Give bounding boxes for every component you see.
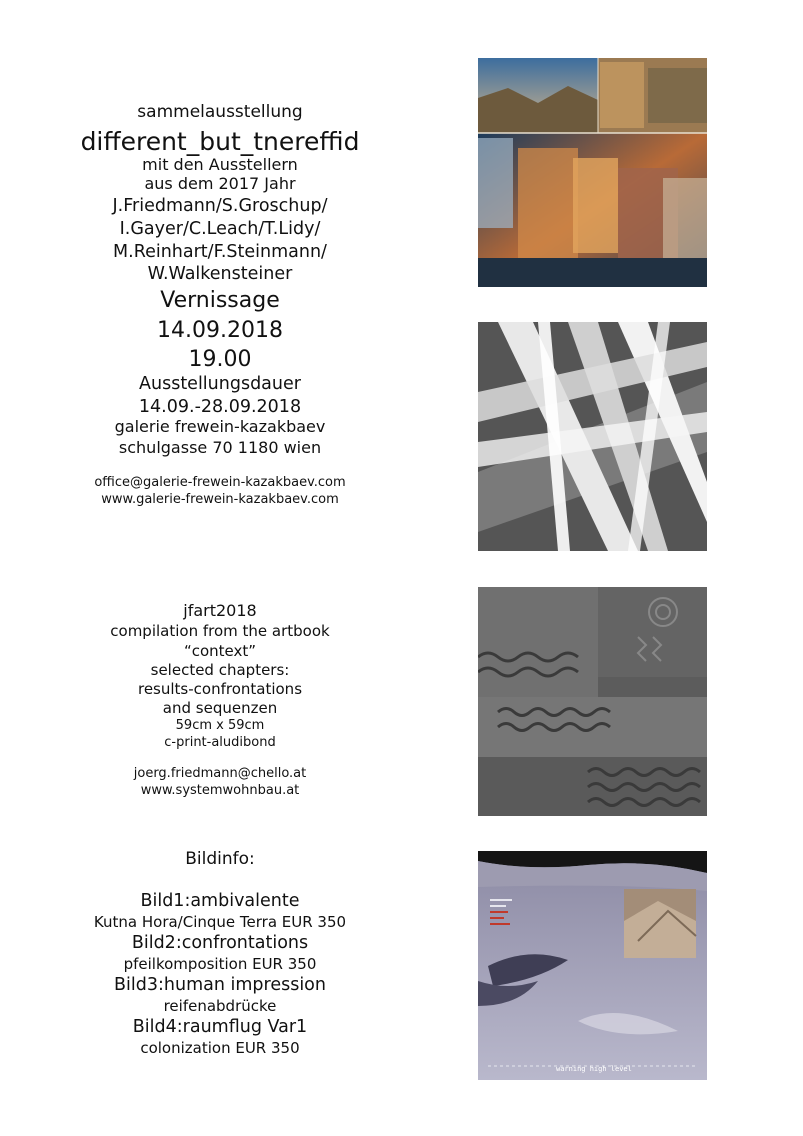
artbook-line-3: selected chapters:: [150, 661, 290, 679]
gallery-email-link[interactable]: office@galerie-frewein-kazakbaev.com: [94, 475, 346, 490]
artwork-size: 59cm x 59cm: [175, 718, 265, 733]
exhibition-type-label: sammelausstellung: [137, 102, 303, 122]
artist-email-link[interactable]: joerg.friedmann@chello.at: [133, 766, 307, 781]
artbook-line-5: and sequenzen: [162, 699, 278, 717]
bild4-detail: colonization EUR 350: [140, 1039, 300, 1057]
artbook-line-2: “context”: [183, 642, 257, 660]
intro-line-1: mit den Ausstellern: [142, 155, 298, 174]
bild2-detail: pfeilkomposition EUR 350: [123, 955, 317, 973]
artbook-line-1: compilation from the artbook: [110, 622, 330, 640]
artwork-4-space-flight-image: [478, 851, 707, 1080]
artists-line-1: J.Friedmann/S.Groschup/: [112, 196, 328, 216]
artist-brand: jfart2018: [183, 601, 257, 620]
exhibition-title: different_but_tnereffid: [80, 127, 360, 156]
bildinfo-heading: Bildinfo:: [185, 849, 255, 869]
artist-website-link[interactable]: www.systemwohnbau.at: [140, 783, 300, 798]
artists-line-4: W.Walkensteiner: [147, 264, 293, 284]
duration-label: Ausstellungsdauer: [139, 374, 301, 394]
bild1-title: Bild1:ambivalente: [140, 891, 300, 911]
intro-line-2: aus dem 2017 Jahr: [144, 174, 296, 193]
artbook-line-4: results-confrontations: [137, 680, 303, 698]
artwork-medium: c-print-aludibond: [164, 735, 276, 750]
artwork-1-collage-image: [478, 58, 707, 287]
vernissage-time: 19.00: [188, 347, 252, 372]
artists-line-2: I.Gayer/C.Leach/T.Lidy/: [119, 219, 321, 239]
artwork-2-confrontations-image: [478, 322, 707, 551]
bild3-title: Bild3:human impression: [114, 975, 326, 995]
gallery-website-link[interactable]: www.galerie-frewein-kazakbaev.com: [101, 492, 339, 507]
gallery-name: galerie frewein-kazakbaev: [114, 417, 326, 436]
artwork-3-tire-prints-image: [478, 587, 707, 816]
bild1-detail: Kutna Hora/Cinque Terra EUR 350: [93, 913, 347, 931]
bild3-detail: reifenabdrücke: [163, 997, 277, 1015]
vernissage-label: Vernissage: [160, 288, 280, 313]
bild4-title: Bild4:raumflug Var1: [132, 1017, 308, 1037]
duration-dates: 14.09.-28.09.2018: [138, 397, 302, 417]
vernissage-date: 14.09.2018: [157, 318, 283, 343]
gallery-address: schulgasse 70 1180 wien: [118, 438, 322, 457]
artwork-4-overlay-text: warning high level: [556, 1065, 632, 1073]
artists-line-3: M.Reinhart/F.Steinmann/: [113, 242, 327, 262]
bild2-title: Bild2:confrontations: [131, 933, 309, 953]
